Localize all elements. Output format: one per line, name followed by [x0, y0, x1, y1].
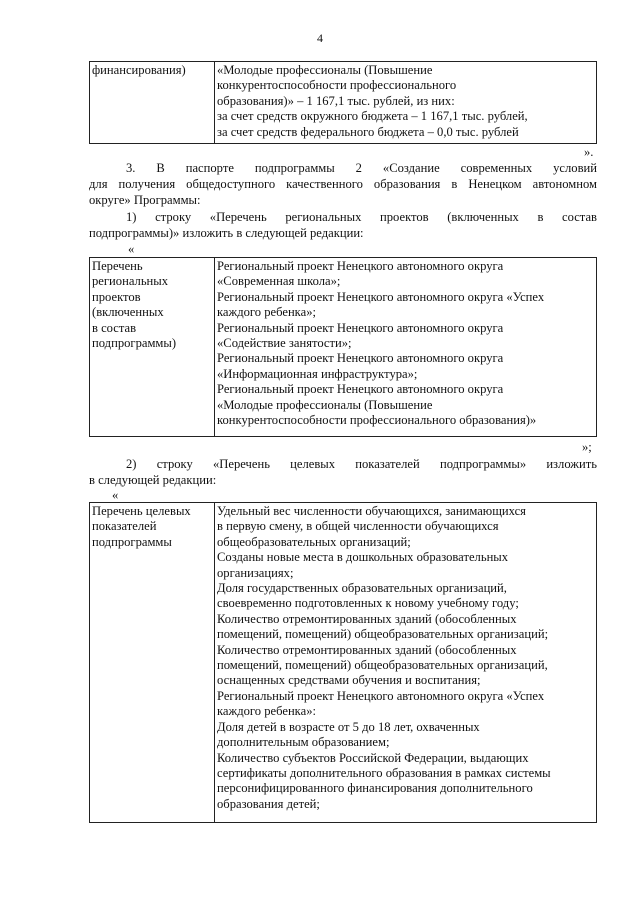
funding-line: «Молодые профессионалы (Повышение [217, 63, 433, 77]
project-line: «Содействие занятости»; [217, 336, 352, 351]
indicator-line: помещений, помещений) общеобразовательных организаций, [217, 658, 548, 673]
label-line: показателей [92, 519, 157, 534]
funding-label-cell [90, 62, 215, 144]
indicator-line: своевременно подготовленных к новому учебному году; [217, 596, 519, 611]
label-line: (включенных [92, 305, 164, 320]
indicator-line: Количество отремонтированных зданий (обособленных [217, 611, 517, 626]
label-line: Перечень [92, 259, 143, 273]
project-line: «Молодые профессионалы (Повышение [217, 397, 433, 412]
label-line: подпрограммы) [92, 336, 177, 351]
funding-line: за счет средств федерального бюджета – 0,0 тыс. рублей [217, 124, 519, 139]
project-line: «Информационная инфраструктура»; [217, 366, 418, 381]
item-1-line: 1) строку «Перечень региональных проектов (включенных в состав [126, 210, 597, 224]
funding-label: финансирования) [92, 63, 186, 77]
project-line: Региональный проект Ненецкого автономного округа [217, 259, 504, 273]
indicator-line: Доля детей в возрасте от 5 до 18 лет, охваченных [217, 719, 480, 734]
funding-line: конкурентоспособности профессионального [217, 78, 457, 93]
funding-line: за счет средств окружного бюджета – 1 167,1 тыс. рублей, [217, 109, 528, 124]
regional-projects-value-cell [215, 258, 597, 437]
indicator-line: Удельный вес численности обучающихся, занимающихся [217, 504, 526, 518]
funding-table [89, 61, 597, 144]
project-line: конкурентоспособности профессионального образования)» [217, 413, 537, 428]
target-indicators-label-cell [90, 503, 215, 823]
funding-line: образования)» – 1 167,1 тыс. рублей, из них: [217, 93, 455, 108]
paragraph-3-line: для получения общедоступного качественного образования в Ненецком автономном [89, 177, 597, 191]
paragraph-3-line: округе» Программы: [89, 193, 201, 207]
indicator-line: оснащенных средствами обучения и воспитания; [217, 673, 481, 688]
item-2-line: в следующей редакции: [89, 473, 217, 487]
page-number: 4 [317, 31, 323, 45]
closing-quote: »; [582, 440, 592, 454]
indicator-line: персонифицированного финансирования дополнительного [217, 781, 533, 796]
indicator-line: каждого ребенка»: [217, 704, 316, 719]
regional-projects-label-cell [90, 258, 215, 437]
project-line: Региональный проект Ненецкого автономного округа [217, 320, 504, 335]
label-line: Перечень целевых [92, 504, 191, 518]
project-line: Региональный проект Ненецкого автономного округа «Успех [217, 289, 545, 304]
indicator-line: Созданы новые места в дошкольных образовательных [217, 550, 509, 565]
indicator-line: сертификаты дополнительного образования в рамках системы [217, 765, 551, 780]
opening-quote: « [128, 242, 135, 256]
indicator-line: в первую смену, в общей численности обучающихся [217, 519, 499, 534]
indicator-line: Количество субъектов Российской Федерации, выдающих [217, 750, 529, 765]
label-line: региональных [92, 274, 169, 289]
target-indicators-value-cell [215, 503, 597, 823]
project-line: Региональный проект Ненецкого автономного округа [217, 382, 504, 397]
item-1-line: подпрограммы)» изложить в следующей редакции: [89, 226, 364, 240]
regional-projects-table [89, 257, 597, 437]
project-line: Региональный проект Ненецкого автономного округа [217, 351, 504, 366]
indicator-line: общеобразовательных организаций; [217, 534, 411, 549]
indicator-line: образования детей; [217, 796, 320, 811]
label-line: проектов [92, 289, 141, 304]
project-line: «Современная школа»; [217, 274, 341, 289]
indicator-line: Региональный проект Ненецкого автономного округа «Успех [217, 688, 545, 703]
funding-value-cell [215, 62, 597, 144]
item-2-line: 2) строку «Перечень целевых показателей подпрограммы» изложить [126, 457, 597, 471]
indicator-line: Количество отремонтированных зданий (обособленных [217, 642, 517, 657]
opening-quote: « [112, 488, 119, 502]
indicator-line: Доля государственных образовательных организаций, [217, 581, 507, 596]
paragraph-3-line: 3. В паспорте подпрограммы 2 «Создание современных условий [126, 161, 597, 175]
indicator-line: организациях; [217, 565, 294, 580]
label-line: подпрограммы [92, 534, 172, 549]
indicator-line: помещений, помещений) общеобразовательных организаций; [217, 627, 549, 642]
closing-quote: ». [584, 145, 594, 159]
project-line: каждого ребенка»; [217, 305, 316, 320]
target-indicators-table [89, 502, 597, 823]
label-line: в состав [92, 320, 137, 335]
indicator-line: дополнительным образованием; [217, 735, 390, 750]
